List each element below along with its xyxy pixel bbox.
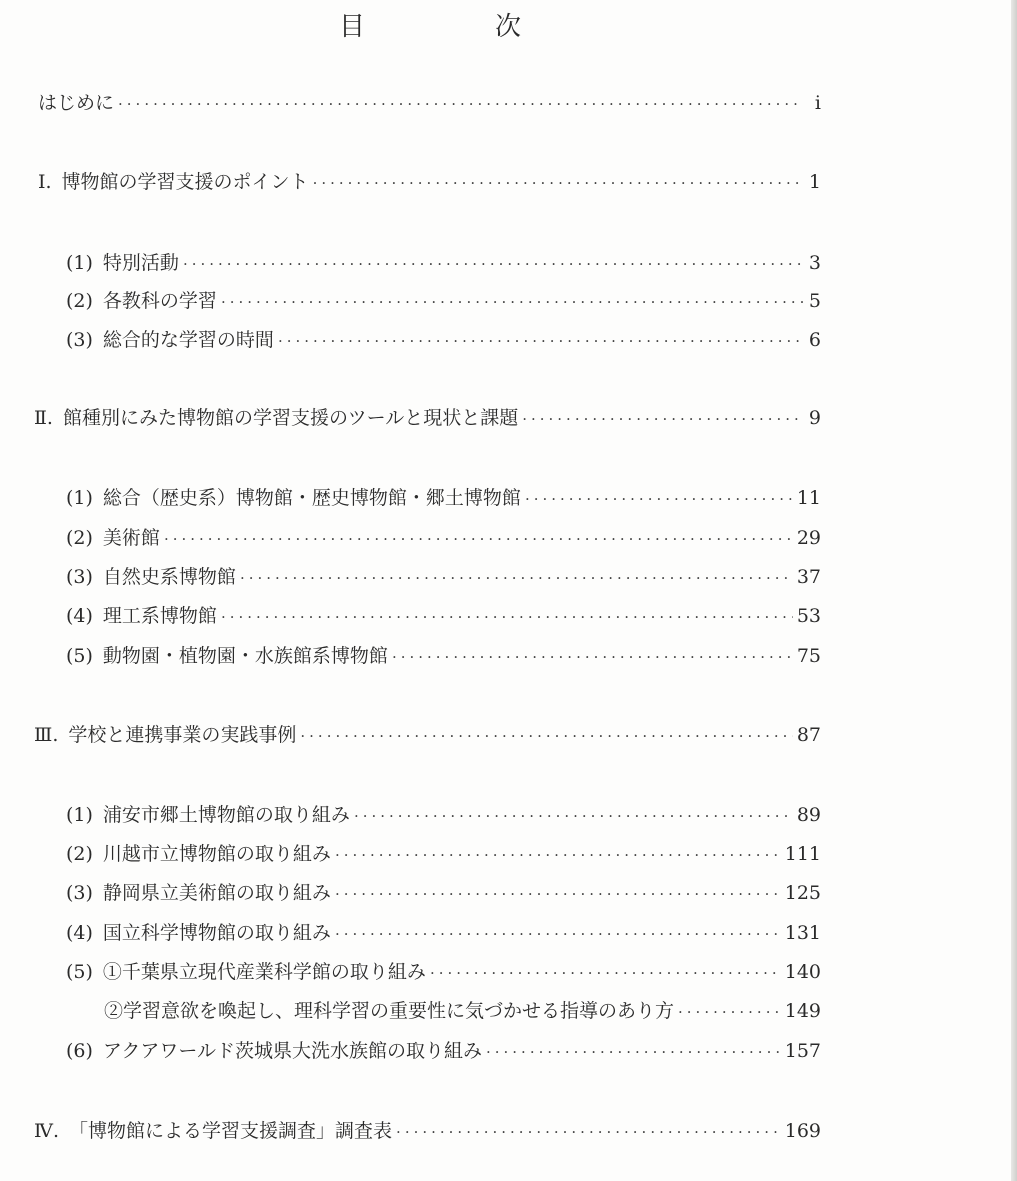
leader-dots (313, 170, 803, 196)
section-number: (1) (66, 804, 93, 826)
page-edge (1011, 0, 1017, 1181)
toc-page-number: 53 (796, 605, 821, 627)
leader-dots (221, 289, 803, 315)
section-number: (4) (66, 922, 93, 944)
section-number: (6) (66, 1040, 93, 1062)
leader-dots (335, 842, 781, 868)
toc-entry-1-1 (66, 250, 821, 277)
section-number: (5) (66, 645, 93, 667)
leader-dots (164, 526, 793, 552)
toc-entry-2-1 (66, 485, 821, 512)
chapter-number: Ⅳ. (34, 1120, 60, 1142)
toc-label: 動物園・植物園・水族館系博物館 (102, 645, 388, 667)
toc-page-number: 87 (796, 724, 821, 746)
leader-dots (300, 723, 792, 749)
toc-label: 総合（歴史系）博物館・歴史博物館・郷土博物館 (102, 487, 521, 509)
page-title: 目 次 (338, 12, 573, 42)
toc-page-number: 37 (796, 566, 821, 588)
toc-label: 館種別にみた博物館の学習支援のツールと現状と課題 (62, 407, 519, 429)
section-number: (2) (66, 843, 93, 865)
toc-page-number: 1 (808, 171, 821, 193)
leader-dots (335, 881, 781, 907)
toc-entry-3-6 (66, 1038, 821, 1065)
toc-entry-2-2 (66, 525, 821, 552)
toc-label: 静岡県立美術館の取り組み (102, 882, 331, 904)
toc-page-number: 157 (784, 1040, 821, 1062)
toc-entry-3-5a (66, 959, 821, 986)
toc-entry-3-3 (66, 880, 821, 907)
toc-label: ②学習意欲を喚起し、理科学習の重要性に気づかせる指導のあり方 (104, 1000, 675, 1022)
toc-page-number: 169 (784, 1120, 821, 1142)
section-number: (4) (66, 605, 93, 627)
leader-dots (118, 91, 803, 117)
toc-label: 総合的な学習の時間 (102, 329, 274, 351)
leader-dots (221, 604, 793, 630)
toc-page-number: 111 (784, 843, 821, 865)
toc-label: 川越市立博物館の取り組み (102, 843, 331, 865)
toc-page-number: i (814, 92, 821, 114)
toc-entry-3-5b (104, 998, 821, 1025)
toc-label: 浦安市郷土博物館の取り組み (102, 804, 350, 826)
leader-dots (240, 565, 793, 591)
toc-entry-chapter-1 (38, 169, 821, 196)
toc-label: 「博物館による学習支援調査」調査表 (69, 1120, 393, 1142)
toc-page-number: 29 (796, 527, 821, 549)
leader-dots (522, 406, 803, 432)
section-number: (3) (66, 329, 93, 351)
section-number: (5) (66, 961, 93, 983)
toc-entry-3-1 (66, 802, 821, 829)
toc-page-number: 9 (808, 407, 821, 429)
toc-label: 学校と連携事業の実践事例 (68, 724, 297, 746)
toc-label: アクアワールド茨城県大洗水族館の取り組み (102, 1040, 482, 1062)
toc-page-number: 149 (784, 1000, 821, 1022)
section-number: (3) (66, 882, 93, 904)
leader-dots (396, 1119, 781, 1145)
toc-label: ①千葉県立現代産業科学館の取り組み (102, 961, 426, 983)
toc-label: 博物館の学習支援のポイント (61, 171, 309, 193)
leader-dots (278, 328, 803, 354)
section-number: (3) (66, 566, 93, 588)
toc-page-number: 140 (784, 961, 821, 983)
toc-page-number: 75 (796, 645, 821, 667)
chapter-number: Ⅲ. (34, 724, 59, 746)
toc-page-number: 89 (796, 804, 821, 826)
toc-page-number: 131 (784, 922, 821, 944)
toc-page-number: 3 (808, 252, 821, 274)
chapter-number: Ⅱ. (34, 407, 53, 429)
toc-page-number: 11 (796, 487, 821, 509)
toc-label: 国立科学博物館の取り組み (102, 922, 331, 944)
chapter-number: Ⅰ. (38, 171, 52, 193)
toc-entry-chapter-4 (34, 1118, 821, 1145)
toc-entry-intro (38, 90, 821, 117)
toc-entry-2-3 (66, 564, 821, 591)
leader-dots (525, 486, 793, 512)
toc-entry-2-4 (66, 603, 821, 630)
leader-dots (486, 1039, 781, 1065)
toc-label: 理工系博物館 (102, 605, 217, 627)
section-number: (1) (66, 487, 93, 509)
toc-label: はじめに (38, 92, 115, 114)
section-number: (1) (66, 252, 93, 274)
section-number: (2) (66, 527, 93, 549)
leader-dots (183, 251, 803, 277)
toc-entry-3-4 (66, 920, 821, 947)
toc-page-number: 125 (784, 882, 821, 904)
toc-label: 各教科の学習 (102, 290, 217, 312)
toc-page-number: 6 (808, 329, 821, 351)
leader-dots (354, 803, 793, 829)
leader-dots (392, 644, 793, 670)
toc-entry-chapter-3 (34, 722, 821, 749)
toc-entry-3-2 (66, 841, 821, 868)
toc-label: 自然史系博物館 (102, 566, 236, 588)
leader-dots (335, 921, 781, 947)
toc-label: 特別活動 (102, 252, 179, 274)
toc-label: 美術館 (102, 527, 160, 549)
section-number: (2) (66, 290, 93, 312)
leader-dots (430, 960, 781, 986)
toc-entry-1-2 (66, 288, 821, 315)
toc-entry-chapter-2 (34, 405, 821, 432)
leader-dots (678, 999, 781, 1025)
toc-entry-1-3 (66, 327, 821, 354)
toc-page-number: 5 (808, 290, 821, 312)
toc-entry-2-5 (66, 643, 821, 670)
